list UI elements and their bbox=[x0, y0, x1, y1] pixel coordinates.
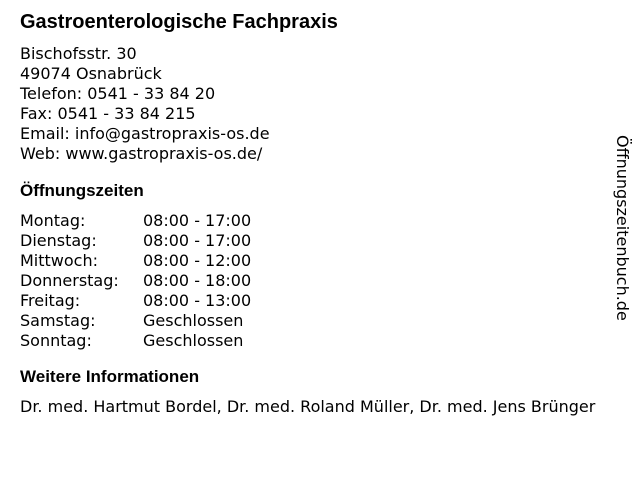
hours-day: Samstag: bbox=[20, 311, 96, 330]
hours-day: Dienstag: bbox=[20, 231, 97, 250]
hours-row bbox=[20, 291, 610, 311]
hours-row bbox=[20, 331, 610, 351]
opening-hours-heading: Öffnungszeiten bbox=[20, 181, 144, 200]
hours-row bbox=[20, 311, 610, 331]
hours-time: 08:00 - 12:00 bbox=[143, 251, 252, 270]
further-info-heading: Weitere Informationen bbox=[20, 367, 200, 386]
fax-number: Fax: 0541 - 33 84 215 bbox=[20, 104, 196, 123]
hours-row bbox=[20, 231, 610, 251]
practice-card bbox=[20, 10, 610, 417]
hours-row bbox=[20, 211, 610, 231]
contact-block bbox=[20, 44, 610, 164]
website-address: Web: www.gastropraxis-os.de/ bbox=[20, 144, 263, 163]
hours-time: 08:00 - 17:00 bbox=[143, 211, 252, 230]
hours-day: Montag: bbox=[20, 211, 86, 230]
hours-day: Freitag: bbox=[20, 291, 81, 310]
hours-time: Geschlossen bbox=[143, 331, 244, 350]
email-address: Email: info@gastropraxis-os.de bbox=[20, 124, 270, 143]
doctors-list: Dr. med. Hartmut Bordel, Dr. med. Roland Müller, Dr. med. Jens Brünger bbox=[20, 397, 596, 416]
hours-day: Mittwoch: bbox=[20, 251, 98, 270]
hours-day: Donnerstag: bbox=[20, 271, 119, 290]
phone-number: Telefon: 0541 - 33 84 20 bbox=[20, 84, 216, 103]
hours-row bbox=[20, 271, 610, 291]
hours-row bbox=[20, 251, 610, 271]
watermark-text: Öffnungszeitenbuch.de bbox=[613, 135, 632, 321]
hours-time: 08:00 - 17:00 bbox=[143, 231, 252, 250]
practice-name: Gastroenterologische Fachpraxis bbox=[20, 11, 338, 33]
hours-day: Sonntag: bbox=[20, 331, 92, 350]
hours-time: Geschlossen bbox=[143, 311, 244, 330]
street-address: Bischofsstr. 30 bbox=[20, 44, 137, 63]
hours-time: 08:00 - 13:00 bbox=[143, 291, 252, 310]
opening-hours-table bbox=[20, 211, 610, 351]
city-postcode: 49074 Osnabrück bbox=[20, 64, 162, 83]
hours-time: 08:00 - 18:00 bbox=[143, 271, 252, 290]
